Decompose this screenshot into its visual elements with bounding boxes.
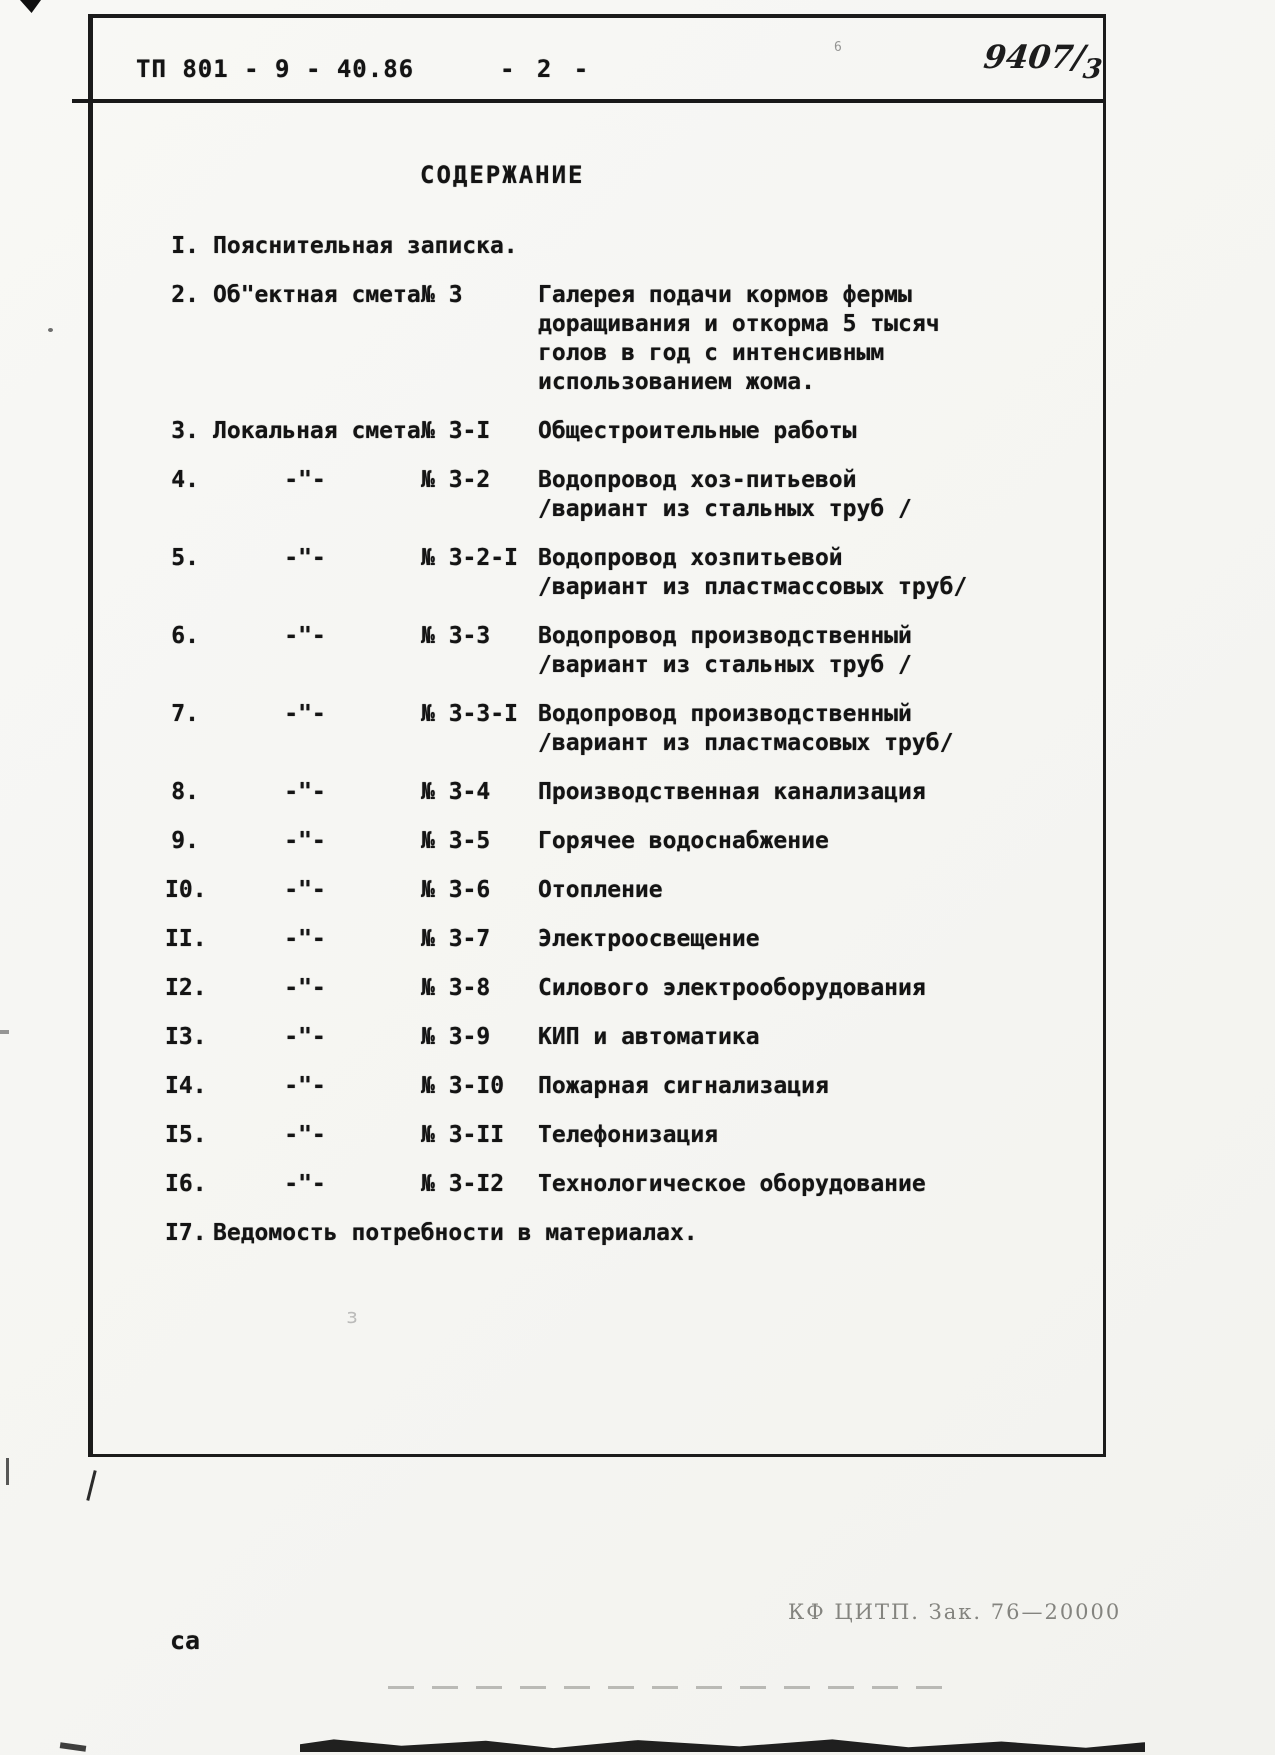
toc-row-desc (538, 925, 1025, 954)
toc-desc-line: /вариант из пластмассовых труб/ (538, 574, 968, 600)
toc-desc-line: /вариант из стальных труб / (538, 652, 912, 678)
toc-desc-line: Общестроительные работы (538, 418, 857, 444)
toc-row (165, 281, 1025, 397)
toc-row-num: II. (165, 926, 207, 952)
toc-row-desc (538, 1121, 1025, 1150)
toc-row-name: Пояснительная записка. (213, 233, 518, 259)
toc-row-desc (538, 544, 1025, 602)
toc-row-number: № 3-3-I (421, 701, 518, 727)
page-number: - 2 - (500, 55, 593, 83)
toc-row-desc (538, 622, 1025, 680)
scan-artifact-bottom-band (300, 1738, 1145, 1752)
toc-row-num: 8. (171, 779, 199, 805)
toc-row-num: 6. (171, 623, 199, 649)
toc-desc-line: Водопровод хоз-питьевой (538, 467, 857, 493)
toc-row-number: № 3-4 (421, 779, 491, 805)
toc-row-num: I5. (165, 1122, 207, 1148)
scan-artifact-dashed-line (388, 1686, 944, 1689)
scan-artifact-superscript: 6 (834, 40, 842, 55)
toc-row (165, 1219, 1025, 1248)
toc-row-name: Об"ектная смета (213, 282, 421, 308)
toc-row-name: Локальная смета (213, 418, 421, 444)
toc-desc-line: Водопровод хозпитьевой (538, 545, 843, 571)
scan-artifact-dot (48, 328, 53, 332)
toc-row-desc (538, 1072, 1025, 1101)
toc-row-number: № 3 (421, 282, 463, 308)
toc-row-number: № 3-6 (421, 877, 491, 903)
toc-row-number: № 3-I2 (421, 1171, 505, 1197)
toc-row-name: -"- (284, 467, 326, 493)
page-title: СОДЕРЖАНИЕ (420, 161, 585, 189)
toc (165, 232, 1025, 1268)
toc-row-num: 7. (171, 701, 199, 727)
toc-row (165, 544, 1025, 602)
handwritten-doc-number (981, 38, 1106, 85)
toc-row-desc (538, 281, 1025, 397)
toc-row-desc (538, 778, 1025, 807)
toc-row-desc (538, 1023, 1025, 1052)
toc-desc-line: Силового электрооборудования (538, 975, 926, 1001)
toc-row-desc (538, 1170, 1025, 1199)
toc-row-name: -"- (284, 975, 326, 1001)
toc-row-number: № 3-3 (421, 623, 491, 649)
toc-row-num: I2. (165, 975, 207, 1001)
toc-row (165, 622, 1025, 680)
toc-row-name: Ведомость потребности в материалах. (213, 1220, 698, 1246)
toc-row (165, 1072, 1025, 1101)
toc-row-name: -"- (284, 926, 326, 952)
scan-artifact-corner (20, 0, 41, 13)
toc-row (165, 876, 1025, 905)
toc-row-name: -"- (284, 623, 326, 649)
toc-desc-line: использованием жома. (538, 369, 815, 395)
scan-artifact-bottom-band-small (60, 1742, 87, 1752)
toc-row-num: 3. (171, 418, 199, 444)
toc-desc-line: /вариант из пластмасовых труб/ (538, 730, 954, 756)
toc-row-num: 2. (171, 282, 199, 308)
toc-row-desc (538, 466, 1025, 524)
toc-row-desc (538, 974, 1025, 1003)
toc-row-number: № 3-II (421, 1122, 505, 1148)
toc-row-number: № 3-5 (421, 828, 491, 854)
project-code: ТП 801 - 9 - 40.86 (136, 55, 415, 83)
toc-row-num: I7. (165, 1220, 207, 1246)
toc-row-num: 5. (171, 545, 199, 571)
toc-desc-line: Технологическое оборудование (538, 1171, 926, 1197)
toc-row (165, 232, 1025, 261)
header-separator-line (72, 99, 1103, 103)
toc-row-number: № 3-7 (421, 926, 491, 952)
toc-row-name: -"- (284, 701, 326, 727)
toc-desc-line: голов в год с интенсивным (538, 340, 885, 366)
toc-row-num: I0. (165, 877, 207, 903)
toc-row-num: I6. (165, 1171, 207, 1197)
toc-desc-line: /вариант из стальных труб / (538, 496, 912, 522)
toc-row-name: -"- (284, 828, 326, 854)
toc-row-name: -"- (284, 877, 326, 903)
toc-row-desc (538, 417, 1025, 446)
toc-row-number: № 3-9 (421, 1024, 491, 1050)
scan-artifact-edge-stroke (6, 1458, 9, 1485)
toc-desc-line: Галерея подачи кормов фермы (538, 282, 912, 308)
toc-row-name: -"- (284, 1024, 326, 1050)
footer-initials: са (170, 1626, 201, 1655)
toc-desc-line: Отопление (538, 877, 663, 903)
toc-desc-line: доращивания и откорма 5 тысяч (538, 311, 940, 337)
toc-row-number: № 3-2 (421, 467, 491, 493)
toc-desc-line: Водопровод производственный (538, 701, 912, 727)
toc-row-num: 9. (171, 828, 199, 854)
scan-artifact-edge-dash (0, 1030, 9, 1034)
toc-desc-line: Телефонизация (538, 1122, 719, 1148)
scan-artifact-faint-glyph: з (346, 1304, 359, 1328)
toc-row-desc (538, 876, 1025, 905)
toc-row-desc (538, 700, 1025, 758)
toc-desc-line: Горячее водоснабжение (538, 828, 829, 854)
toc-desc-line: Пожарная сигнализация (538, 1073, 829, 1099)
toc-row-num: I4. (165, 1073, 207, 1099)
toc-row-name: -"- (284, 779, 326, 805)
toc-desc-line: Производственная канализация (538, 779, 926, 805)
toc-row-name: -"- (284, 1073, 326, 1099)
toc-row (165, 778, 1025, 807)
toc-desc-line: КИП и автоматика (538, 1024, 760, 1050)
print-house-code: КФ ЦИТП. Зак. 76—20000 (788, 1600, 1122, 1624)
toc-row (165, 925, 1025, 954)
toc-row-number: № 3-I (421, 418, 491, 444)
toc-row-desc (538, 827, 1025, 856)
toc-row (165, 466, 1025, 524)
toc-row (165, 1121, 1025, 1150)
doc-number-sub: 3 (1081, 54, 1104, 85)
toc-row (165, 1170, 1025, 1199)
doc-number-main: 9407/ (981, 38, 1088, 76)
toc-row-num: I3. (165, 1024, 207, 1050)
toc-row-num: I. (171, 233, 199, 259)
toc-row-number: № 3-I0 (421, 1073, 505, 1099)
toc-desc-line: Водопровод производственный (538, 623, 912, 649)
toc-row (165, 974, 1025, 1003)
toc-row-name: -"- (284, 1122, 326, 1148)
scan-artifact-slash (86, 1470, 96, 1501)
toc-row (165, 417, 1025, 446)
toc-row (165, 827, 1025, 856)
toc-row-num: 4. (171, 467, 199, 493)
toc-row (165, 700, 1025, 758)
toc-desc-line: Электроосвещение (538, 926, 760, 952)
toc-row-number: № 3-8 (421, 975, 491, 1001)
toc-row-name: -"- (284, 545, 326, 571)
toc-row (165, 1023, 1025, 1052)
toc-row-name: -"- (284, 1171, 326, 1197)
toc-row-number: № 3-2-I (421, 545, 518, 571)
